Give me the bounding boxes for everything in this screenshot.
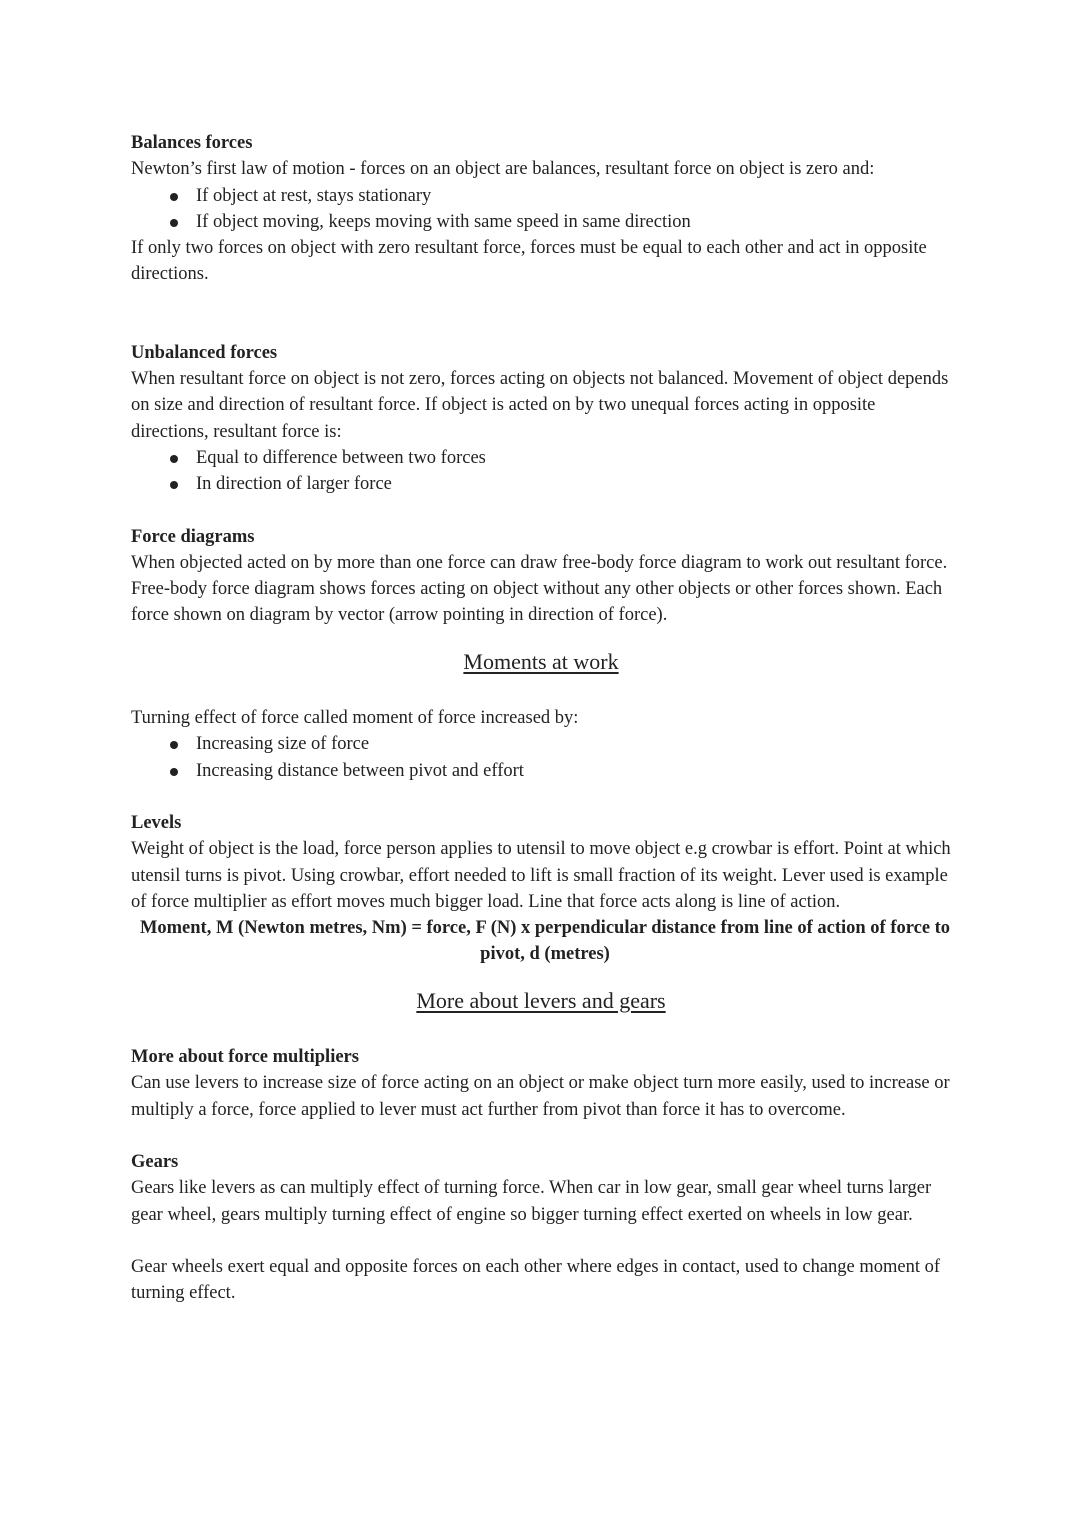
gears-text-2: Gear wheels exert equal and opposite forces on each other where edges in contact, used to change moment of turning effect. [131,1256,941,1304]
section-unbalanced-forces [131,340,951,498]
list-item: Equal to difference between two forces [131,445,951,471]
moments-intro: Turning effect of force called moment of force increased by: [131,708,579,729]
heading-gears: Gears [131,1151,179,1172]
section-moments [131,705,951,784]
balanced-bullet-list [131,183,951,236]
heading-force-diagrams: Force diagrams [131,526,255,547]
heading-force-multipliers: More about force multipliers [131,1047,359,1068]
moments-bullet-list [131,731,951,784]
section-levels [131,810,951,968]
title-levers-and-gears: More about levers and gears [416,987,666,1013]
section-balanced-forces [131,130,951,288]
title-moments-at-work: Moments at work [463,648,619,674]
gears-text-1: Gears like levers as can multiply effect of turning force. When car in low gear, small gear wheel turns larger gear wheel, gears multiply turning effect of engine so bigger turning effect exerted on wheels in low gear. [131,1178,932,1225]
heading-unbalanced-forces: Unbalanced forces [131,342,278,363]
list-item: Increasing size of force [131,731,951,757]
list-item: Increasing distance between pivot and effort [131,758,951,784]
heading-balanced-forces: Balances forces [131,133,253,153]
list-item: If object moving, keeps moving with same speed in same direction [131,209,951,235]
section-force-diagrams [131,524,951,629]
force-diagrams-text: When objected acted on by more than one force can draw free-body force diagram to work out resultant force. Free-body force diagram shows forces acting on object without any other objects or other forces shown. Each force shown on diagram by vector (arrow pointing in direction of force). [131,552,948,626]
levels-text: Weight of object is the load, force person applies to utensil to move object e.g crowbar is effort. Point at which utensil turns is pivot. Using crowbar, effort needed to lift is small fraction of its weight. Lever used is example of force multiplier as effort moves much bigger load. Line that force acts along is line of action. [131,839,951,912]
balanced-intro: Newton’s first law of motion - forces on an object are balances, resultant force on object is zero and: [131,159,875,180]
section-gears [131,1149,951,1306]
balanced-outro: If only two forces on object with zero resultant force, forces must be equal to each other and act in opposite directions. [131,238,927,285]
section-force-multipliers [131,1044,951,1123]
list-item: In direction of larger force [131,471,951,497]
heading-levels: Levels [131,812,182,833]
document-page [131,130,951,1306]
force-multipliers-text: Can use levers to increase size of force acting on an object or make object turn more easily, used to increase or multiply a force, force applied to lever must act further from pivot than force it has to overcome. [131,1073,950,1120]
moment-formula: Moment, M (Newton metres, Nm) = force, F (N) x perpendicular distance from line of action of force to pivot, d (metres) [139,918,951,965]
unbalanced-intro: When resultant force on object is not zero, forces acting on objects not balanced. Movement of object depends on size and direction of resultant force. If object is acted on by two unequal forces acting in opposite directions, resultant force is: [131,369,949,442]
unbalanced-bullet-list [131,445,951,498]
list-item: If object at rest, stays stationary [131,183,951,209]
